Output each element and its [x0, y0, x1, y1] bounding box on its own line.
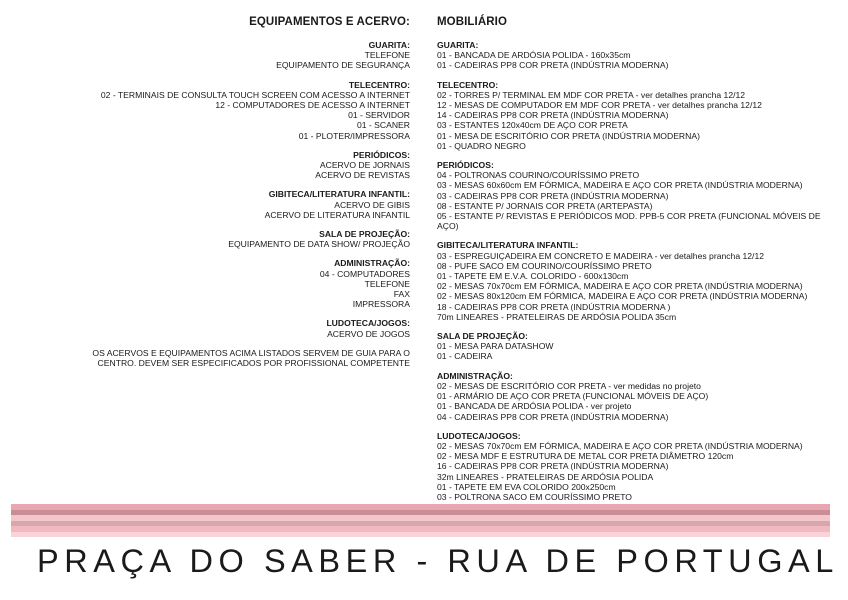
section-line: 18 - CADEIRAS PP8 COR PRETA (INDÚSTRIA MODERNA ) — [437, 301, 671, 312]
section-line: 01 - CADEIRAS PP8 COR PRETA (INDÚSTRIA MODERNA) — [437, 60, 669, 71]
section-title: SALA DE PROJEÇÃO: — [437, 331, 528, 342]
section-line: ACERVO DE JOGOS — [327, 328, 410, 339]
furniture-title: MOBILIÁRIO — [437, 16, 507, 28]
section-title: PERIÓDICOS: — [353, 149, 410, 160]
section — [50, 150, 410, 181]
section-line: 01 - MESA DE ESCRITÓRIO COR PRETA (INDÚSTRIA MODERNA) — [437, 130, 700, 141]
section — [50, 40, 410, 71]
section-title: PERIÓDICOS: — [437, 160, 494, 171]
section — [50, 258, 410, 309]
section-title: LUDOTECA/JOGOS: — [326, 318, 410, 329]
section — [50, 80, 410, 141]
section-title: GUARITA: — [437, 40, 479, 50]
section-line: 03 - CADEIRAS PP8 COR PRETA (INDÚSTRIA MODERNA) — [437, 190, 669, 201]
section-title: ADMINISTRAÇÃO: — [334, 258, 410, 269]
section-line: 04 - COMPUTADORES — [319, 268, 410, 279]
section-line: 08 - ESTANTE P/ JORNAIS COR PRETA (ARTEPASTA) — [437, 200, 653, 211]
section — [437, 371, 837, 422]
section-line: 02 - TORRES P/ TERMINAL EM MDF COR PRETA - ver detalhes prancha 12/12 — [437, 89, 746, 100]
section-line: 01 - SCANER — [356, 120, 410, 131]
section — [437, 40, 837, 71]
footer-title: PRAÇA DO SABER - RUA DE PORTUGAL — [37, 543, 839, 579]
section-title: TELECENTRO: — [348, 79, 410, 90]
section-title: ADMINISTRAÇÃO: — [437, 370, 513, 381]
section-line: 12 - COMPUTADORES DE ACESSO A INTERNET — [215, 100, 410, 111]
section-line: 03 - ESPREGUIÇADEIRA EM CONCRETO E MADEIRA - ver detalhes prancha 12/12 — [437, 250, 764, 261]
section-line: 12 - MESAS DE COMPUTADOR EM MDF COR PRETA - ver detalhes prancha 12/12 — [437, 100, 762, 111]
section — [50, 229, 410, 249]
section-line: IMPRESSORA — [352, 299, 410, 310]
section — [437, 431, 837, 502]
section — [50, 318, 410, 338]
section-line: 16 - CADEIRAS PP8 COR PRETA (INDÚSTRIA MODERNA) — [437, 461, 669, 472]
note-line: CENTRO. DEVEM SER ESPECIFICADOS POR PROFISSIONAL COMPETENTE — [97, 358, 410, 369]
section — [437, 80, 837, 151]
section-line: 32m LINEARES - PRATELEIRAS DE ARDÓSIA POLIDA — [437, 471, 654, 482]
section-line: EQUIPAMENTO DE SEGURANÇA — [276, 60, 410, 71]
section-title: GIBITECA/LITERATURA INFANTIL: — [268, 189, 410, 200]
note-line: OS ACERVOS E EQUIPAMENTOS ACIMA LISTADOS SERVEM DE GUIA PARA O — [92, 347, 410, 358]
equipment-note — [50, 348, 410, 368]
section-line: TELEFONE — [364, 278, 410, 289]
section-line: 04 - CADEIRAS PP8 COR PRETA (INDÚSTRIA MODERNA) — [437, 411, 669, 422]
section — [437, 331, 837, 362]
section-title: TELECENTRO: — [437, 79, 499, 90]
section-line: 01 - SERVIDOR — [348, 110, 410, 121]
section-line: 03 - POLTRONA SACO EM COURÍSSIMO PRETO — [437, 491, 632, 502]
furniture-column — [437, 15, 837, 511]
section-line: FAX — [393, 289, 410, 300]
equipment-column — [50, 15, 410, 368]
section-title: GIBITECA/LITERATURA INFANTIL: — [437, 240, 579, 251]
equipment-title: EQUIPAMENTOS E ACERVO: — [249, 16, 410, 28]
equipment-sections — [50, 40, 410, 339]
section-line: 01 - BANCADA DE ARDÓSIA POLIDA - ver projeto — [437, 401, 632, 412]
stripe — [11, 532, 830, 538]
section-line: 03 - ESTANTES 120x40cm DE AÇO COR PRETA — [437, 120, 628, 131]
section — [50, 189, 410, 220]
section-line: 70m LINEARES - PRATELEIRAS DE ARDÓSIA POLIDA 35cm — [437, 311, 677, 322]
section-line: 01 - QUADRO NEGRO — [437, 140, 526, 151]
section-line: 01 - TAPETE EM EVA COLORIDO 200x250cm — [437, 481, 616, 492]
decorative-stripes — [11, 504, 830, 537]
section-line: 08 - PUFE SACO EM COURINO/COURÍSSIMO PRETO — [437, 260, 652, 271]
section-title: GUARITA: — [368, 40, 410, 50]
section — [437, 160, 837, 231]
section-line: 01 - ARMÁRIO DE AÇO COR PRETA (FUNCIONAL MÓVEIS DE AÇO) — [437, 391, 709, 402]
section-line: ACERVO DE GIBIS — [334, 199, 410, 210]
section-line: 01 - MESA PARA DATASHOW — [437, 341, 554, 352]
section-line: 05 - ESTANTE P/ REVISTAS E PERIÓDICOS MOD. PPB-5 COR PRETA (FUNCIONAL MÓVEIS DE AÇO) — [437, 211, 821, 232]
section-line: TELEFONE — [364, 50, 410, 61]
section-line: 01 - BANCADA DE ARDÓSIA POLIDA - 160x35cm — [437, 50, 631, 61]
section-line: 02 - MESAS DE ESCRITÓRIO COR PRETA - ver medidas no projeto — [437, 380, 701, 391]
section-line: 02 - MESA MDF E ESTRUTURA DE METAL COR PRETA DIÂMETRO 120cm — [437, 451, 734, 462]
section-line: 01 - CADEIRA — [437, 351, 493, 362]
section-line: ACERVO DE LITERATURA INFANTIL — [264, 209, 410, 220]
section-line: 02 - MESAS 70x70cm EM FÓRMICA, MADEIRA E AÇO COR PRETA (INDÚSTRIA MODERNA) — [437, 281, 803, 292]
section-line: EQUIPAMENTO DE DATA SHOW/ PROJEÇÃO — [228, 239, 410, 250]
section-title: LUDOTECA/JOGOS: — [437, 430, 521, 441]
furniture-sections — [437, 40, 837, 502]
section-line: 03 - MESAS 60x60cm EM FÓRMICA, MADEIRA E AÇO COR PRETA (INDÚSTRIA MODERNA) — [437, 180, 803, 191]
section-line: 02 - MESAS 80x120cm EM FÓRMICA, MADEIRA E AÇO COR PRETA (INDÚSTRIA MODERNA) — [437, 291, 808, 302]
section-line: 02 - TERMINAIS DE CONSULTA TOUCH SCREEN COM ACESSO A INTERNET — [100, 89, 410, 100]
section-title: SALA DE PROJEÇÃO: — [319, 229, 410, 240]
section-line: 14 - CADEIRAS PP8 COR PRETA (INDÚSTRIA MODERNA) — [437, 110, 669, 121]
section-line: 01 - PLOTER/IMPRESSORA — [298, 130, 410, 141]
section-line: 04 - POLTRONAS COURINO/COURÍSSIMO PRETO — [437, 170, 640, 181]
section-line: ACERVO DE JORNAIS — [319, 160, 410, 171]
section-line: 01 - TAPETE EM E.V.A. COLORIDO - 600x130cm — [437, 271, 629, 282]
section-line: ACERVO DE REVISTAS — [315, 170, 410, 181]
section-line: 02 - MESAS 70x70cm EM FÓRMICA, MADEIRA E AÇO COR PRETA (INDÚSTRIA MODERNA) — [437, 440, 803, 451]
section — [437, 240, 837, 322]
